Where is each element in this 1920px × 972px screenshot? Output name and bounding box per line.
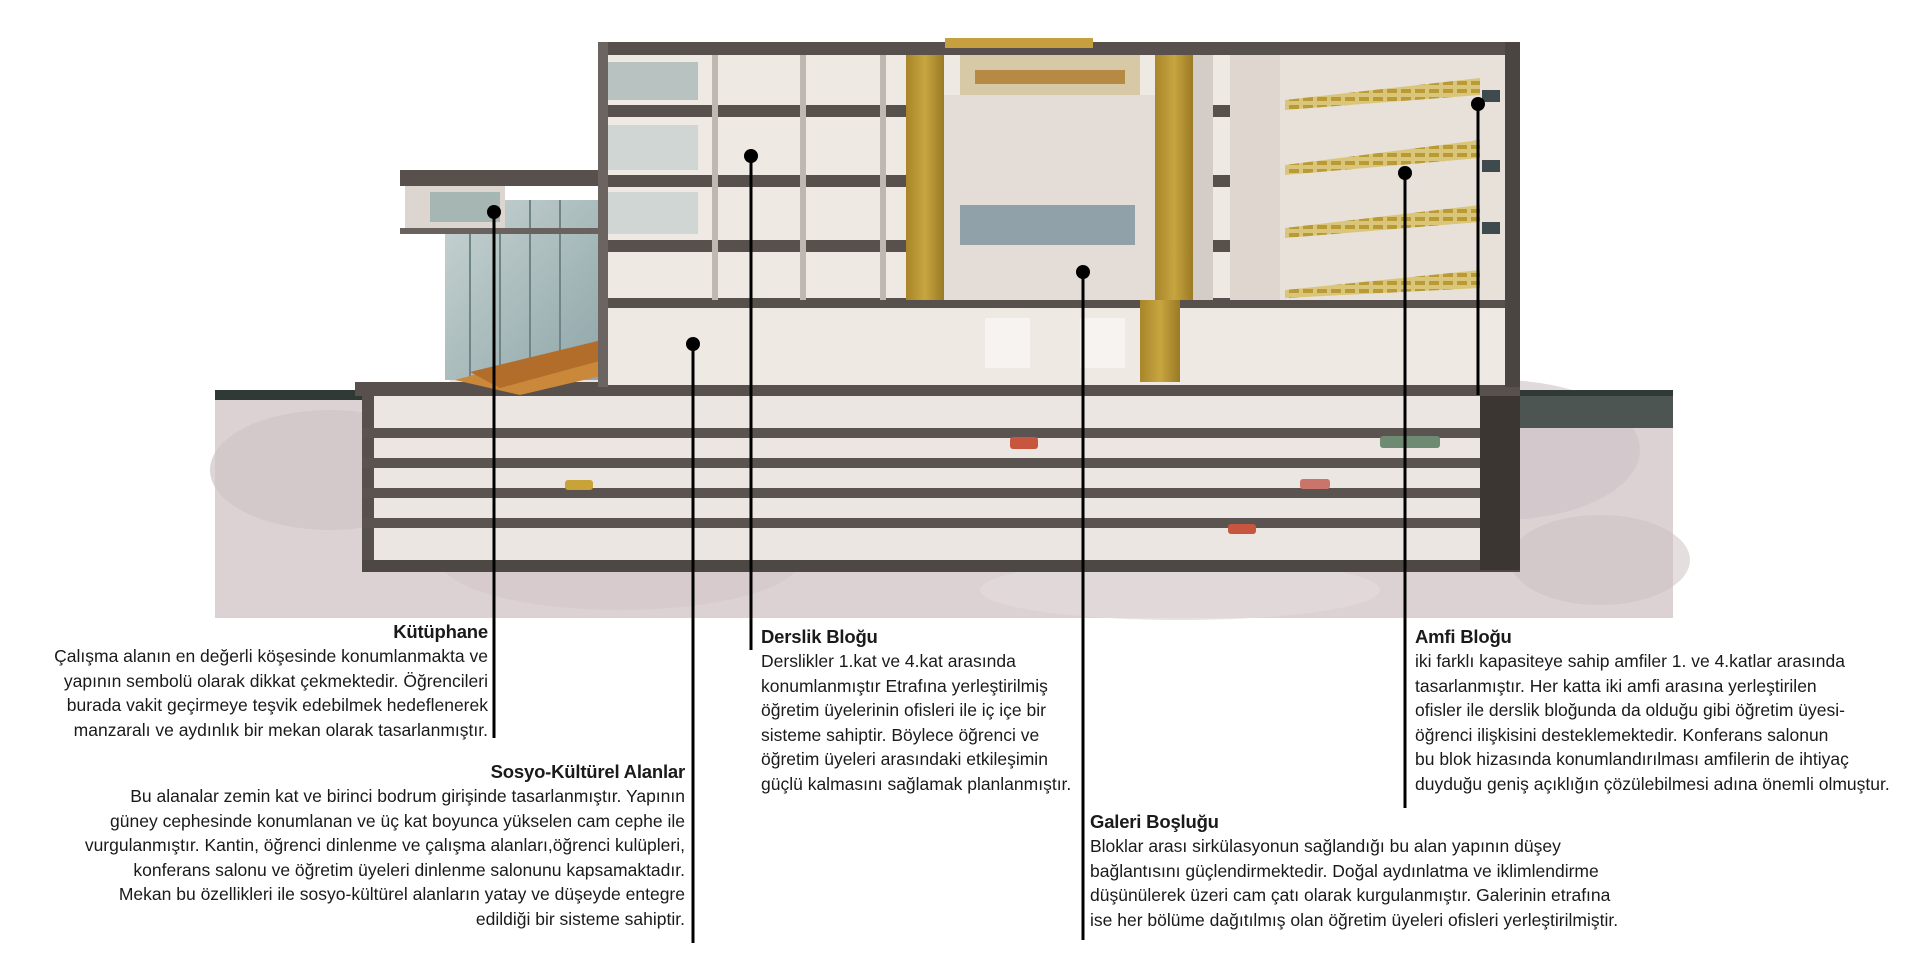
annotation-title: Kütüphane — [393, 621, 488, 642]
annotation-kutuphane — [48, 620, 488, 742]
annotation-body: Derslikler 1.kat ve 4.kat arasında konumlanmıştır Etrafına yerleştirilmiş öğretim üyelerinin ofisleri ile iç içe bir sisteme sahiptir. Böylece öğrenci ve öğretim üyeleri arasındaki etkileşimin güçlü kalmasını sağlamak planlanmıştır. — [761, 651, 1072, 794]
annotation-body: Bu alanalar zemin kat ve birinci bodrum girişinde tasarlanmıştır. Yapının güney cephesinde konumlanan ve üç kat boyunca yükselen cam cephe ile vurgulanmıştır. Kantin, öğrenci dinlenme ve çalışma alanları,öğrenci kulüpleri, konferans salonu ve öğretim üyeleri dinlenme salonunu kapsamaktadır. Mekan bu özellikleri ile sosyo-kültürel alanların yatay ve düşeyde entegre edildiği bir sisteme sahiptir. — [84, 786, 685, 929]
annotation-body: iki farklı kapasiteye sahip amfiler 1. ve 4.katlar arasında tasarlanmıştır. Her katta iki amfi arasına yerleştirilen ofisler ile derslik bloğunda da olduğu gibi öğretim üyesi- öğrenci ilişkisini desteklemektedir. Konferans salonun bu blok hizasında konumlandırılması amfilerin de ihtiyaç duyduğu geniş açıklığın çözülebilmesi adına önemli olmuştur. — [1415, 651, 1890, 794]
annotation-amfi — [1415, 625, 1910, 796]
marker-amfi — [1398, 166, 1412, 180]
annotation-title: Sosyo-Kültürel Alanlar — [490, 761, 685, 782]
annotation-derslik — [761, 625, 1091, 796]
annotation-body: Çalışma alanın en değerli köşesinde konumlanmakta ve yapının sembolü olarak dikkat çekmektedir. Öğrencileri burada vakit geçirmeye teşvik edebilmek hedeflenerek manzaralı ve aydınlık bir mekan olarak tasarlanmıştır. — [54, 646, 488, 740]
marker-kutuphane — [487, 205, 501, 219]
annotation-title: Derslik Bloğu — [761, 626, 878, 647]
marker-derslik — [744, 149, 758, 163]
annotation-sosyo-kulturel — [65, 760, 685, 931]
marker-galeri — [1076, 265, 1090, 279]
annotation-galeri — [1090, 810, 1650, 932]
main-block — [598, 38, 1520, 387]
basement-parking — [362, 395, 1520, 572]
annotation-title: Galeri Boşluğu — [1090, 811, 1219, 832]
marker-sosyo — [686, 337, 700, 351]
marker-amfi-2 — [1471, 97, 1485, 111]
annotation-title: Amfi Bloğu — [1415, 626, 1512, 647]
annotation-body: Bloklar arası sirkülasyonun sağlandığı bu alan yapının düşey bağlantısını güçlendirmektedir. Doğal aydınlatma ve iklimlendirme düşünülerek üzeri cam çatı olarak kurgulanmıştır. Galerinin etrafına ise her bölüme dağıtılmış olan öğretim üyeleri ofisleri yerleştirilmiştir. — [1090, 836, 1619, 930]
